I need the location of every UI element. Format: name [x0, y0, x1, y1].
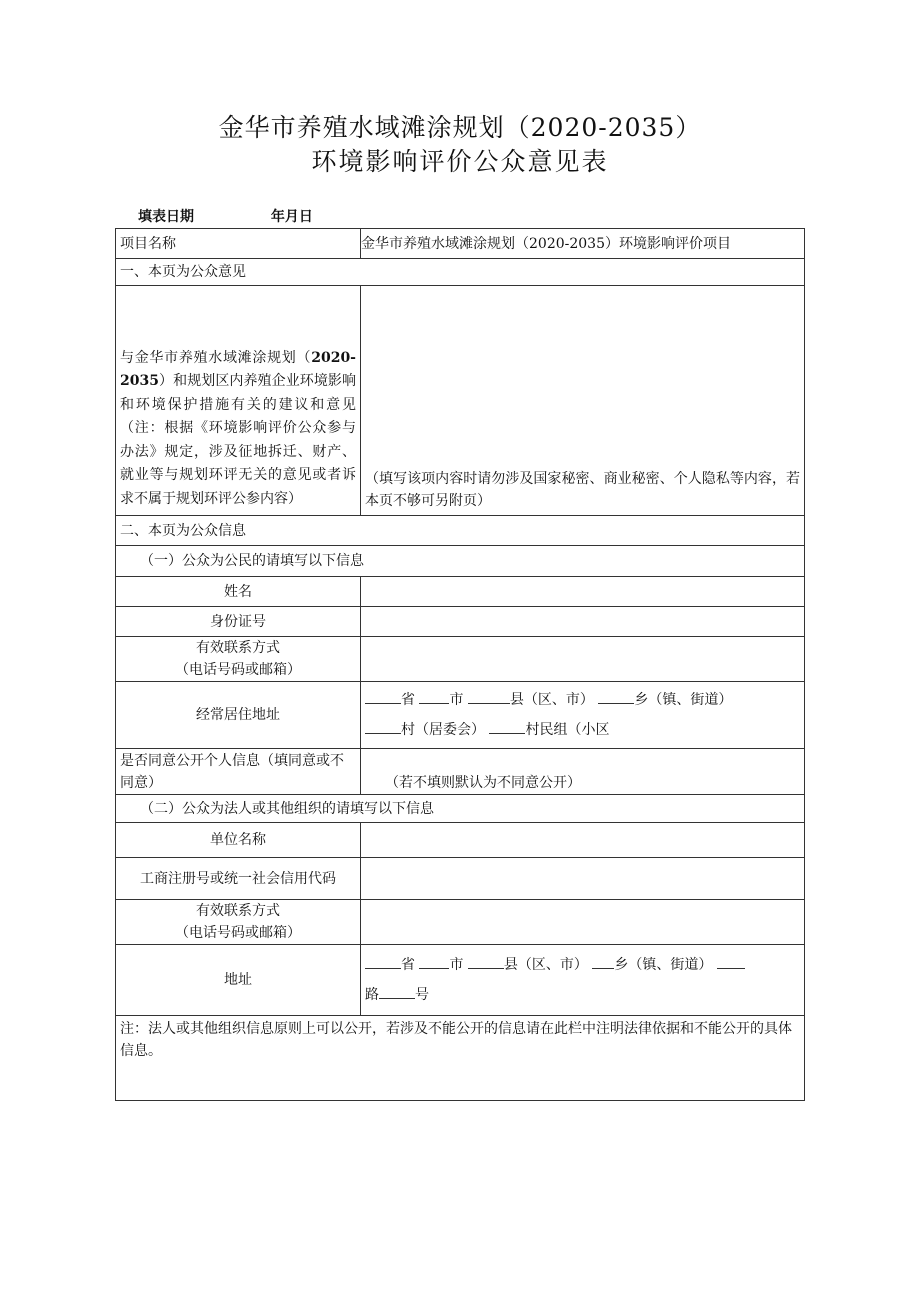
org-reg-label: 工商注册号或统一社会信用代码	[116, 858, 361, 900]
citizen-id-label: 身份证号	[116, 607, 361, 637]
opinion-form-table	[115, 228, 805, 1101]
citizen-address-input[interactable]	[361, 682, 805, 749]
blank[interactable]	[379, 984, 415, 999]
citizen-name-row	[116, 577, 805, 607]
org-addr-city: 市	[449, 957, 464, 973]
citizen-consent-hint: （若不填则默认为不同意公开）	[385, 775, 581, 791]
org-addr-road: 路	[365, 987, 379, 1003]
org-contact-label-line2: （电话号码或邮箱）	[175, 925, 301, 941]
addr-city: 市	[449, 692, 464, 708]
blank[interactable]	[419, 954, 449, 969]
note-row	[116, 1016, 805, 1101]
citizen-consent-input[interactable]	[361, 749, 805, 795]
citizen-address-row	[116, 682, 805, 749]
org-contact-row	[116, 900, 805, 945]
opinion-prompt-period: 2020-2035	[120, 349, 356, 389]
org-address-row	[116, 945, 805, 1016]
org-addr-town: 乡（镇、街道）	[614, 957, 713, 973]
opinion-prompt-c: ）和规划区内养殖企业环境影响和环境保护措施有关的建议和意见（注：根据《环境影响评价公众参与办法》规定，涉及征地拆迁、财产、就业等与规划环评无关的意见或者诉求不属于规划环评公参内容）	[120, 373, 356, 507]
citizen-contact-label-line2: （电话号码或邮箱）	[175, 662, 301, 678]
fill-date-field[interactable]: 年月日	[270, 209, 313, 225]
org-reg-row	[116, 858, 805, 900]
org-unit-label: 单位名称	[116, 823, 361, 858]
org-contact-label	[116, 900, 361, 945]
citizen-contact-row	[116, 637, 805, 682]
note-cell[interactable]	[116, 1016, 805, 1101]
blank[interactable]	[419, 689, 449, 704]
org-heading-row	[116, 795, 805, 823]
addr-county: 县（区、市）	[509, 692, 594, 708]
citizen-name-input[interactable]	[361, 577, 805, 607]
org-addr-county: 县（区、市）	[503, 957, 588, 973]
document-title: 金华市养殖水域滩涂规划（2020-2035）	[218, 113, 702, 142]
org-address-input[interactable]	[361, 945, 805, 1016]
org-reg-input[interactable]	[361, 858, 805, 900]
citizen-consent-row	[116, 749, 805, 795]
addr-province: 省	[401, 692, 415, 708]
section1-heading: 一、本页为公众意见	[116, 259, 805, 286]
addr-group: 村民组（小区	[525, 722, 610, 738]
opinion-prompt-a: 与金华市养殖水域滩涂规划（	[120, 349, 312, 366]
section2-heading-row	[116, 516, 805, 546]
citizen-address-label: 经常居住地址	[116, 682, 361, 749]
fill-date-row	[138, 206, 313, 226]
citizen-consent-label: 是否同意公开个人信息（填同意或不同意）	[116, 749, 361, 795]
blank[interactable]	[468, 689, 510, 704]
section2-heading: 二、本页为公众信息	[116, 516, 805, 546]
project-label: 项目名称	[116, 229, 361, 259]
org-addr-province: 省	[401, 957, 415, 973]
addr-town: 乡（镇、街道）	[634, 692, 733, 708]
citizen-contact-label	[116, 637, 361, 682]
org-contact-label-line1: 有效联系方式	[196, 903, 280, 919]
blank[interactable]	[365, 954, 401, 969]
opinion-prompt	[116, 286, 361, 516]
org-unit-row	[116, 823, 805, 858]
citizen-id-input[interactable]	[361, 607, 805, 637]
blank[interactable]	[468, 954, 504, 969]
blank[interactable]	[365, 719, 401, 734]
org-contact-input[interactable]	[361, 900, 805, 945]
blank[interactable]	[489, 719, 525, 734]
org-unit-input[interactable]	[361, 823, 805, 858]
citizen-contact-input[interactable]	[361, 637, 805, 682]
opinion-row	[116, 286, 805, 516]
org-addr-number: 号	[415, 987, 429, 1003]
project-value: 金华市养殖水域滩涂规划（2020-2035）环境影响评价项目	[361, 229, 805, 259]
citizen-heading-row	[116, 546, 805, 577]
blank[interactable]	[717, 954, 745, 969]
citizen-name-label: 姓名	[116, 577, 361, 607]
blank[interactable]	[598, 689, 634, 704]
citizen-contact-label-line1: 有效联系方式	[196, 640, 280, 656]
fill-date-label: 填表日期	[138, 209, 194, 225]
opinion-hint: （填写该项内容时请勿涉及国家秘密、商业秘密、个人隐私等内容，若本页不够可另附页）	[365, 471, 800, 509]
document-subtitle: 环境影响评价公众意见表	[311, 147, 609, 176]
section1-heading-row	[116, 259, 805, 286]
addr-village: 村（居委会）	[401, 722, 485, 738]
blank[interactable]	[592, 954, 614, 969]
citizen-heading: （一）公众为公民的请填写以下信息	[116, 546, 805, 577]
blank[interactable]	[365, 689, 401, 704]
project-row	[116, 229, 805, 259]
org-heading: （二）公众为法人或其他组织的请填写以下信息	[116, 795, 805, 823]
citizen-id-row	[116, 607, 805, 637]
org-note: 注：法人或其他组织信息原则上可以公开，若涉及不能公开的信息请在此栏中注明法律依据和不能公开的具体信息。	[120, 1021, 792, 1059]
opinion-input-cell[interactable]	[361, 286, 805, 516]
org-address-label: 地址	[116, 945, 361, 1016]
